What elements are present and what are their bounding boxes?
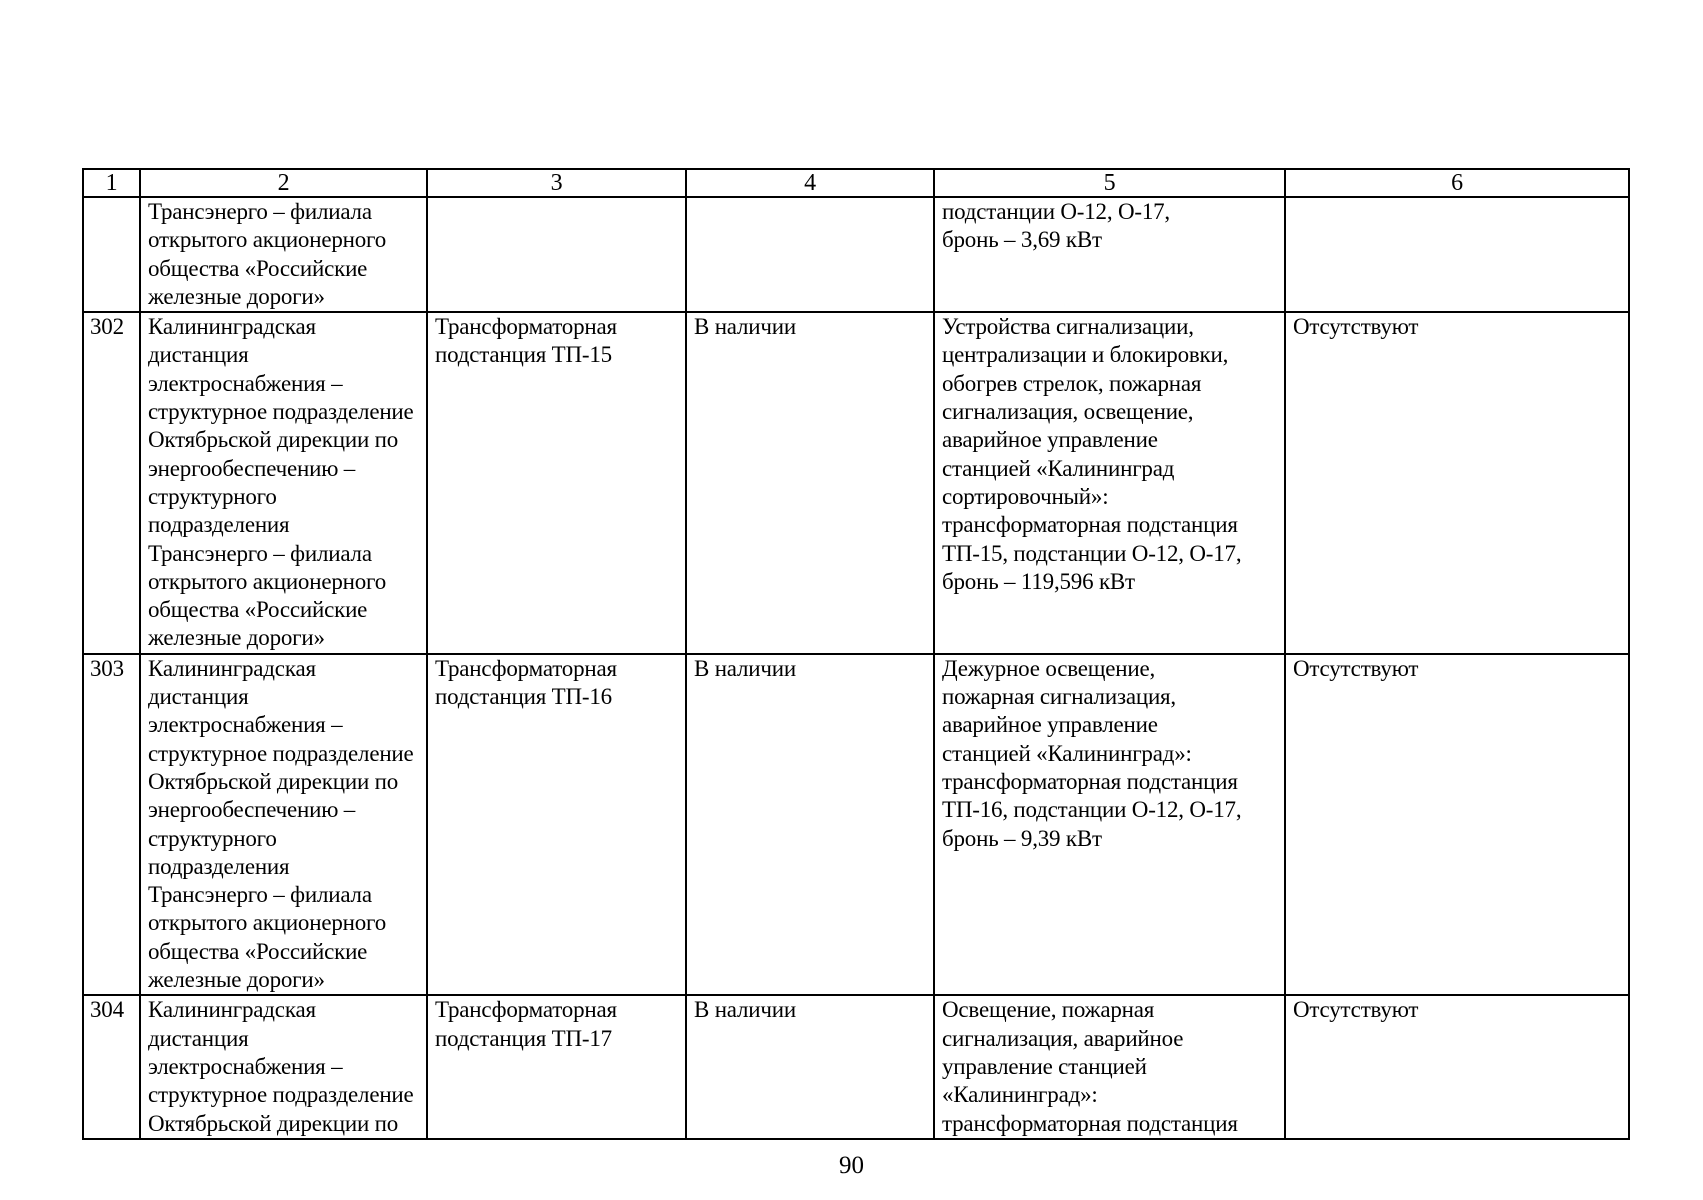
organization-cell [140,654,427,996]
organization-cell [140,197,427,312]
organization-cell [140,995,427,1138]
availability-text: В наличии [694,997,796,1023]
row-number-cell [83,312,140,654]
row-number: 302 [90,314,124,340]
consumers-cell [934,197,1285,312]
availability-cell [686,995,934,1138]
row-number-cell [83,197,140,312]
object-text: Трансформаторная подстанция ТП-17 [435,997,617,1051]
notes-cell [1285,312,1629,654]
column-header-5: 5 [934,169,1285,197]
row-number-cell [83,995,140,1138]
notes-cell [1285,995,1629,1138]
column-header-3: 3 [427,169,686,197]
notes-cell [1285,197,1629,312]
consumers-text: Устройства сигнализации, централизации и блокировки, обогрев стрелок, пожарная сигнализация, освещение, аварийное управление станцией «Калининград сортировочный»: трансформаторная подстанция ТП-15, подстанции О-12, О-17, бронь – 119,596 кВт [942,314,1242,594]
availability-cell [686,312,934,654]
column-header-6: 6 [1285,169,1629,197]
row-number: 303 [90,655,124,681]
consumers-text: Дежурное освещение, пожарная сигнализация, аварийное управление станцией «Калининград»: трансформаторная подстанция ТП-16, подстанции О-12, О-17, бронь – 9,39 кВт [942,655,1242,851]
availability-text: В наличии [694,314,796,340]
notes-text: Отсутствуют [1293,314,1419,340]
organization-text: Калининградская дистанция электроснабжения – структурное подразделение Октябрьской дирекции по энергообеспечению – структурного подразделения Трансэнерго – филиала открытого акционерного общества «Российские железные дороги» [148,314,414,651]
object-text: Трансформаторная подстанция ТП-16 [435,655,617,710]
availability-cell [686,197,934,312]
row-number: 304 [90,997,124,1023]
consumers-text: Освещение, пожарная сигнализация, аварийное управление станцией «Калининград»: трансформаторная подстанция [942,997,1238,1136]
notes-text: Отсутствуют [1293,655,1419,681]
table-row [83,312,1629,654]
column-header-2: 2 [140,169,427,197]
page-number: 90 [839,1152,864,1179]
object-cell [427,995,686,1138]
object-text: Трансформаторная подстанция ТП-15 [435,314,617,368]
availability-cell [686,654,934,996]
data-table [82,168,1630,1140]
notes-cell [1285,654,1629,996]
availability-text: В наличии [694,655,796,681]
object-cell [427,654,686,996]
column-header-4: 4 [686,169,934,197]
row-number-cell [83,654,140,996]
table-row [83,995,1629,1138]
column-header-1: 1 [83,169,140,197]
notes-text: Отсутствуют [1293,997,1419,1023]
consumers-cell [934,995,1285,1138]
table-row [83,654,1629,996]
object-cell [427,312,686,654]
object-cell [427,197,686,312]
consumers-text: подстанции О-12, О-17, бронь – 3,69 кВт [942,199,1170,253]
table-row [83,197,1629,312]
organization-cell [140,312,427,654]
organization-text: Калининградская дистанция электроснабжения – структурное подразделение Октябрьской дирекции по [148,997,414,1136]
consumers-cell [934,312,1285,654]
organization-text: Трансэнерго – филиала открытого акционерного общества «Российские железные дороги» [148,199,387,309]
consumers-cell [934,654,1285,996]
organization-text: Калининградская дистанция электроснабжения – структурное подразделение Октябрьской дирекции по энергообеспечению – структурного подразделения Трансэнерго – филиала открытого акционерного общества «Российские железные дороги» [148,655,414,993]
table-header-row [83,169,1629,197]
